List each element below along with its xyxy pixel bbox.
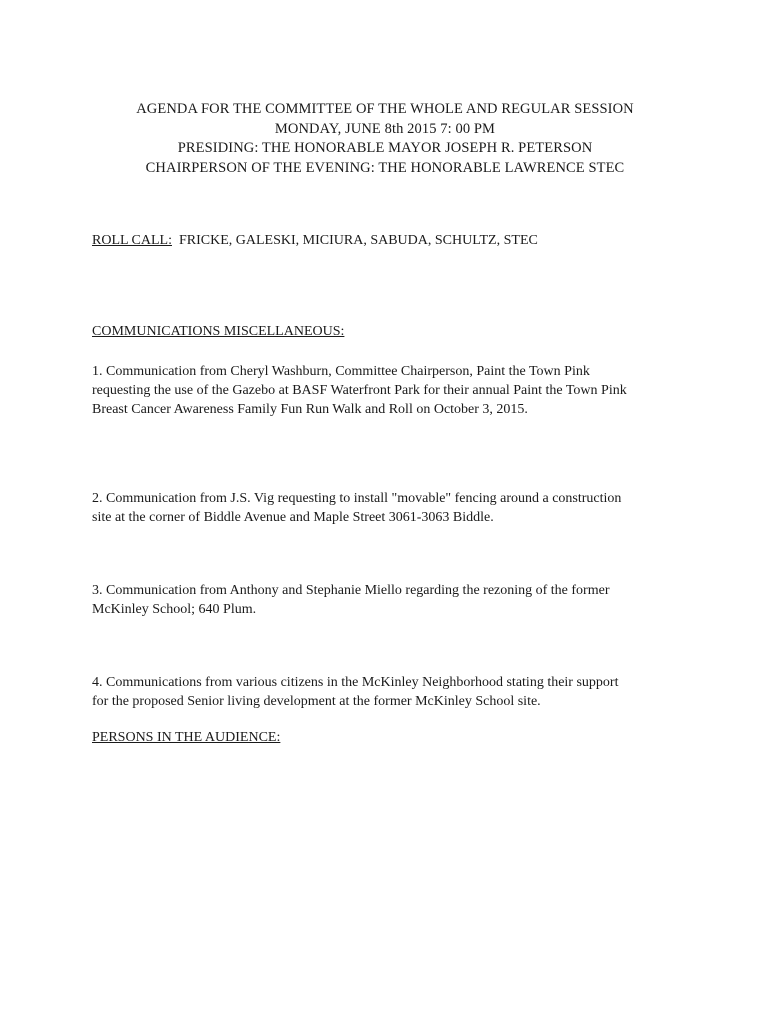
communication-item-4 [92, 673, 692, 711]
item-line: 2. Communication from J.S. Vig requesting to install "movable" fencing around a construction [92, 491, 622, 506]
presiding-officer: PRESIDING: THE HONORABLE MAYOR JOSEPH R. PETERSON [177, 140, 593, 156]
agenda-header [0, 100, 770, 178]
item-line: requesting the use of the Gazebo at BASF Waterfront Park for their annual Paint the Town Pink [92, 383, 627, 398]
chairperson-of-evening: CHAIRPERSON OF THE EVENING: THE HONORABLE LAWRENCE STEC [145, 159, 625, 176]
roll-call-names: FRICKE, GALESKI, MICIURA, SABUDA, SCHULTZ, STEC [171, 233, 538, 248]
roll-call [92, 231, 692, 250]
item-line: Breast Cancer Awareness Family Fun Run Walk and Roll on October 3, 2015. [92, 402, 528, 417]
roll-call-label: ROLL CALL: [92, 233, 172, 248]
agenda-title: AGENDA FOR THE COMMITTEE OF THE WHOLE AND REGULAR SESSION [136, 101, 634, 117]
item-line: 1. Communication from Cheryl Washburn, Committee Chairperson, Paint the Town Pink [92, 364, 590, 379]
item-line: 3. Communication from Anthony and Stephanie Miello regarding the rezoning of the former [92, 583, 610, 598]
communication-item-1 [92, 362, 692, 419]
communication-item-2 [92, 489, 692, 527]
meeting-date-time: MONDAY, JUNE 8th 2015 7: 00 PM [274, 120, 496, 137]
item-line: 4. Communications from various citizens in the McKinley Neighborhood stating their support [92, 675, 619, 690]
communications-heading: COMMUNICATIONS MISCELLANEOUS: [92, 324, 345, 339]
item-line: McKinley School; 640 Plum. [92, 602, 257, 617]
communication-item-3 [92, 581, 692, 619]
item-line: for the proposed Senior living development at the former McKinley School site. [92, 694, 541, 709]
item-line: site at the corner of Biddle Avenue and Maple Street 3061-3063 Biddle. [92, 510, 494, 525]
persons-in-audience-heading: PERSONS IN THE AUDIENCE: [92, 730, 281, 745]
